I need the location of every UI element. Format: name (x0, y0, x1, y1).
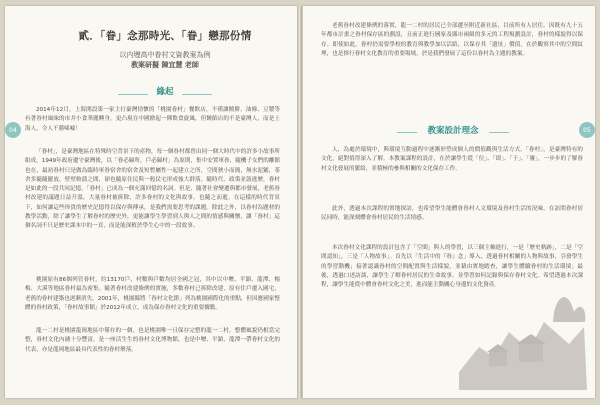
paragraph-3 (321, 205, 583, 233)
chapter-subtitle: 以内壢高中眷村文資教案為例 (119, 51, 211, 59)
paragraph-1 (25, 106, 280, 134)
left-page (5, 6, 298, 398)
chapter-title: 貳．「眷」念那時光、「眷」戀那份情 (78, 30, 252, 42)
paragraph-2 (321, 146, 583, 202)
section-heading: 緣起 (156, 87, 174, 97)
right-page (302, 6, 595, 398)
paragraph-text: 2014年12月，上海開設第一家主打臺灣情懷的「桃園眷村」餐飲店，不僅讓饒餅、油條、豆漿等有著眷村風味的市井小食華麗轉身，更凸現在中國掀起一陣飲食旋風，但饒餡店的不是臺灣人，而是上海人，令人不勝唏噓！ (25, 107, 280, 132)
paragraph-2 (25, 148, 280, 273)
paragraph-text: 龍一二村是桃園龍岡地區中僅存的一個，也是桃園唯一且保存完整的龍一二村，整體風貌仍相當完整，眷村文化內涵十分豐富，是一座活生生的眷村文化博物館，也是中壢、平鎮、龍潭一帶眷村文化的代表，亦是龍岡地區最具代表性的眷村聚落。 (25, 328, 280, 353)
paragraph-3 (25, 276, 280, 324)
ink-wash-village-illustration (449, 252, 589, 392)
paragraph-text: 「眷村」，是臺灣地區在特殊時空背景下的產物，每一個眷村都曾由同一個大時代中的許多小故事所組成。1949年政府遷守臺灣後，以「眷必歸所，戶必歸村」為原則，集中安置軍眷，隨機子女們的離館也在，最初眷村只是做為臨時軍眷宿舍的宿舍及短暫屬性一起建立之所，空間狹小而簡，無水泥鋪，茶舍多隨隨擺放，壁壁較蒲之間，卻也隨原住民與一般民宅形成強大群落。隨時代、政策並鼓進歷，眷村是如此的一段共同記憶，「眷村」已成為一個充滿回憶的名詞。但是，隨著社會變遷與都市發展，老舊眷村改建的議題日益升溫，大量眷村被拆除，許多眷村的文化與故事，也隨之而逝。在這樣的時代背景下，如何讓這些珍貴的歷史記憶得以保存與傳承，是我們需要思考的課題。除此之外，以眷村為題材的教學活動，除了讓學生了解眷村的歷史外，更能讓學生學習到人與人之間的情感與關懷，讓「眷村」這個名詞不只是歷史課本中的一頁，而是能深植於學生心中的一段故事。 (25, 149, 280, 230)
paragraph-4 (25, 327, 280, 387)
paragraph-text: 老舊眷村改建條例的落實，龍一二村的居民已全部遷至附近新社區，目前所有人居住。因既有九十五年都市計畫之眷村保存區的劃設，且前正進行國家及縣市兩級的多元的工程規劃設計，眷村的樣貌得以保存。即使如此，眷村仍需要學校的教育與教學加以活絡，以保存其「遺址」價值，在於觀察其中的空間紋理，也是推行眷村文化教育的重要場域，於是我們發展了這份以眷村為主題的教案。 (321, 23, 583, 57)
paragraph-text: 此外，透過本次課程的實地探訪，也希望學生能體會眷村人文環境及眷村生活的況味，在訪問眷村居民同時，能深刻體會眷村居民的生活情感。 (321, 206, 583, 222)
paragraph-text: 人，為處於環境中，與環境互動過程中逐漸形塑成個人的價值觀與生活方式。「眷村」，是臺灣特有的文化，絕對值得深入了解。本教案課程的設計，在於讓學生從「位」、「即」、「于」、「廢」，一步步的了解眷村文化發展的脈絡，並積極的參與相關的文化保存工作。 (321, 147, 583, 172)
paragraph-text: 桃園原有86個列管眷村，約13170戶，村數與戶數均居全國之冠，其中以中壢、平鎮、龍潭、楊梅、大溪等地區眷村最為密集。隨著眷村改建條例的實施，多數眷村已拆除改建，原有住戶遷入國宅，老舊的眷村建築也逐漸消失。2001年，桃園縣將「眷村文化節」列為桃園國際化的重點，但因應國家整體的眷村政策，「眷村故事館」於2012年成立，成為保存眷村文化的重要據點。 (25, 277, 280, 311)
page-number: 04 (5, 122, 21, 138)
paragraph-1 (321, 22, 583, 97)
page-number: 05 (579, 122, 595, 138)
heading-rule-right (489, 132, 509, 133)
chapter-author: 教案研擬 陳宜慧 老師 (131, 61, 199, 69)
section-heading: 教案設計理念 (427, 126, 479, 136)
heading-rule-right (182, 94, 212, 95)
paragraph-text: 本次眷村文化課程的設計包含了「空間」與人的學習，以三個主軸進行，一是「歷史軌跡」，二是「空間認知」，三是「人物故事」。首先以「生活中的『眷』念」導入，透過眷村相關的人物與故事，引發學生的學習動機；接著認識眷村的空間配置與生活樣貌，並藉由實地踏查，讓學生體驗眷村的生活環境；最後，透過口述訪談，讓學生了解眷村居民的生命故事，並學習如何記錄與保存眷村文化。希望透過本次課程，讓學生能從中體會眷村文化之美，進而能主動關心身邊的文化資產。 (321, 245, 583, 289)
